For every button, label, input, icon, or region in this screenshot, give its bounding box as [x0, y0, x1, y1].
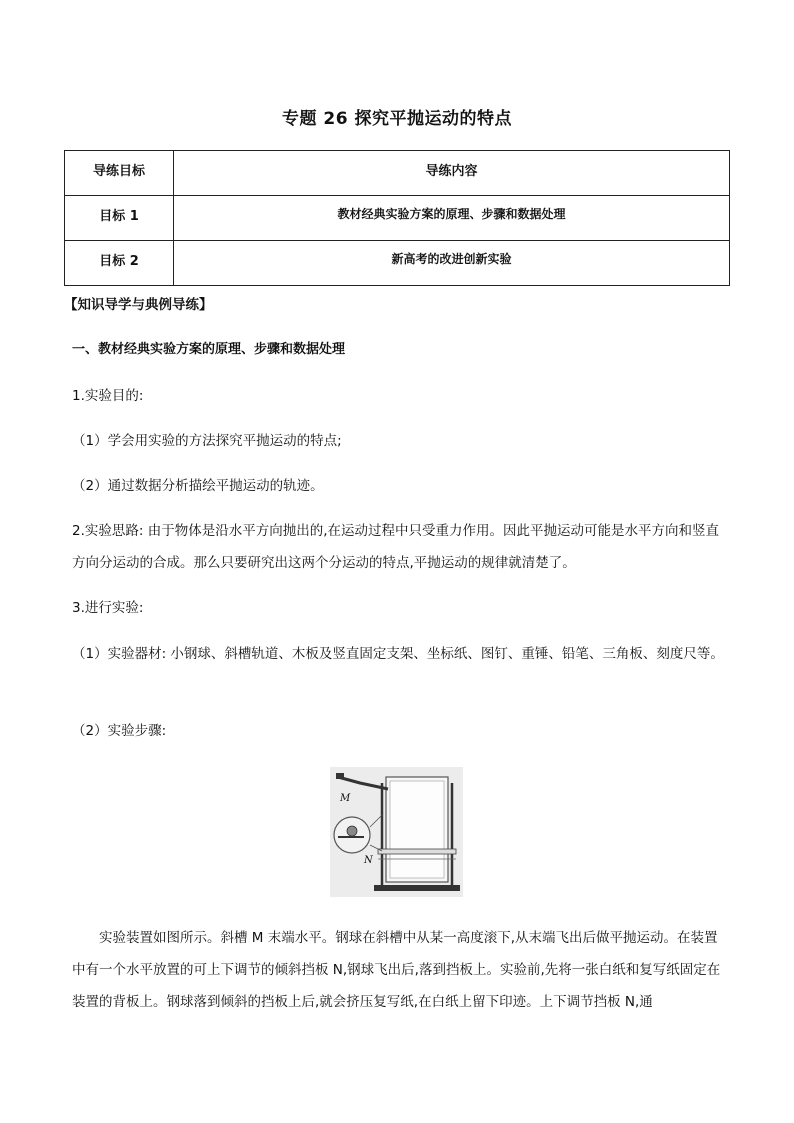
item-1a: （1）学会用实验的方法探究平抛运动的特点;	[72, 433, 342, 449]
item-1b: （2）通过数据分析描绘平抛运动的轨迹。	[72, 478, 324, 494]
label-n: N	[364, 855, 373, 866]
goal-1-content: 教材经典实验方案的原理、步骤和数据处理	[337, 207, 566, 221]
item-3a: （1）实验器材: 小钢球、斜槽轨道、木板及竖直固定支架、坐标纸、图钉、重锤、铅笔、三角板、刻度尺等。	[72, 646, 724, 662]
item-1: 1.实验目的:	[72, 388, 144, 404]
subheading: 一、教材经典实验方案的原理、步骤和数据处理	[72, 342, 346, 357]
item-2: 2.实验思路: 由于物体是沿水平方向抛出的,在运动过程中只受重力作用。因此平抛运动可能是水平方向和竖直方向分运动的合成。那么只要研究出这两个分运动的特点,平抛运动的规律就清楚了。	[72, 523, 720, 571]
item-3b: （2）实验步骤:	[72, 723, 167, 739]
goal-2-label: 目标 2	[99, 254, 139, 269]
table-row	[65, 241, 730, 286]
goal-1-label: 目标 1	[99, 209, 139, 224]
item-3: 3.进行实验:	[72, 600, 144, 616]
header-content: 导练内容	[425, 164, 478, 179]
label-m: M	[340, 793, 351, 804]
apparatus-description: 实验装置如图所示。斜槽 M 末端水平。钢球在斜槽中从某一高度滚下,从末端飞出后做平抛运动。在装置中有一个水平放置的可上下调节的倾斜挡板 N,钢球飞出后,落到挡板上。实验前,先将一张白纸和复写纸固定在装置的背板上。钢球落到倾斜的挡板上后,就会挤压复写纸,在白纸上留下印迹。上下调节挡板 N,通	[72, 930, 721, 1010]
page-title: 专题 26 探究平抛运动的特点	[282, 109, 512, 129]
header-goal: 导练目标	[92, 164, 145, 179]
apparatus-figure	[330, 767, 463, 897]
goals-table	[64, 150, 730, 286]
goal-2-content: 新高考的改进创新实验	[391, 252, 512, 266]
table-row	[65, 196, 730, 241]
table-header-row	[65, 151, 730, 196]
section-heading: 【知识导学与典例导练】	[64, 297, 213, 313]
